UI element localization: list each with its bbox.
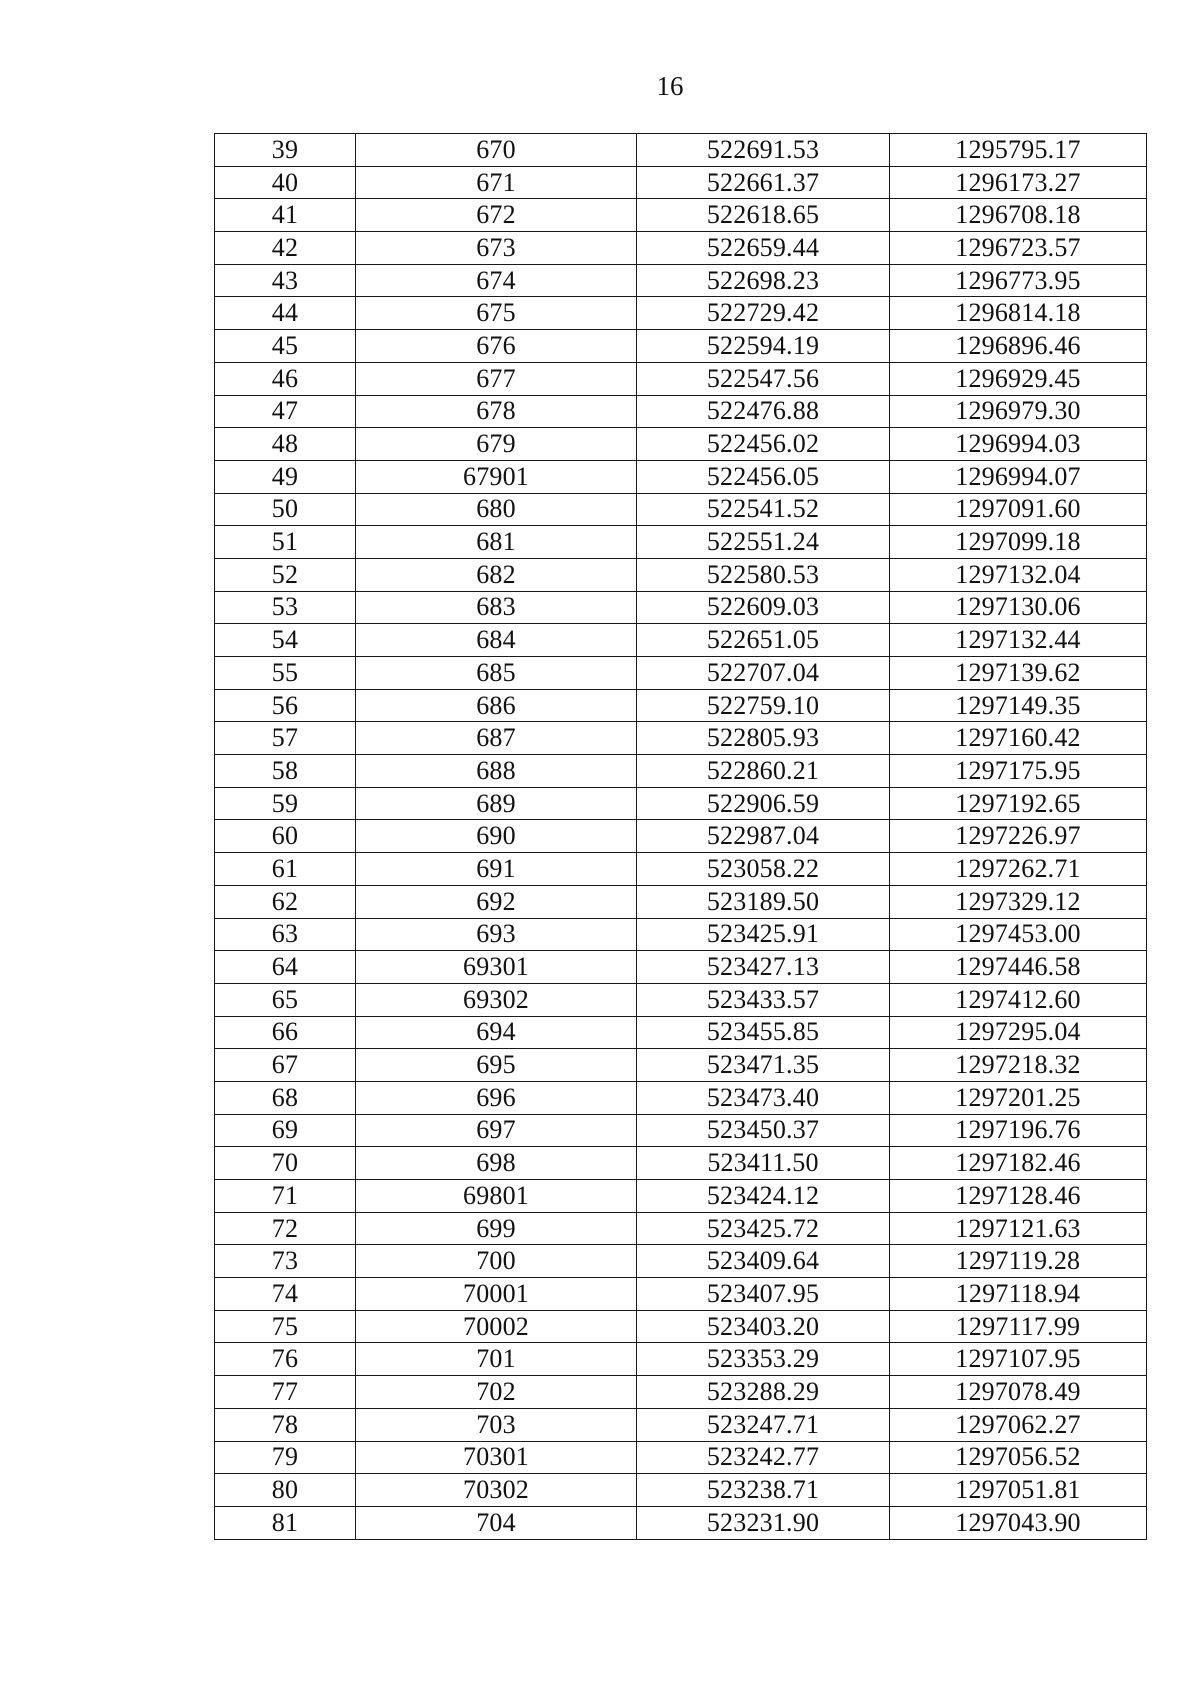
table-row xyxy=(215,1376,1147,1409)
row-index-cell: 48 xyxy=(215,428,356,461)
x-coordinate-cell: 523189.50 xyxy=(637,885,890,918)
x-coordinate-cell: 522456.05 xyxy=(637,460,890,493)
row-index-cell: 51 xyxy=(215,526,356,559)
y-coordinate-cell: 1297446.58 xyxy=(890,951,1147,984)
x-coordinate-cell: 522661.37 xyxy=(637,166,890,199)
point-id-cell: 672 xyxy=(356,199,637,232)
row-index-cell: 81 xyxy=(215,1506,356,1539)
x-coordinate-cell: 523058.22 xyxy=(637,853,890,886)
table-row xyxy=(215,558,1147,591)
point-id-cell: 690 xyxy=(356,820,637,853)
row-index-cell: 76 xyxy=(215,1343,356,1376)
row-index-cell: 63 xyxy=(215,918,356,951)
table-row xyxy=(215,1245,1147,1278)
row-index-cell: 54 xyxy=(215,624,356,657)
row-index-cell: 68 xyxy=(215,1081,356,1114)
table-row xyxy=(215,1049,1147,1082)
point-id-cell: 69301 xyxy=(356,951,637,984)
x-coordinate-cell: 522707.04 xyxy=(637,657,890,690)
table-row xyxy=(215,591,1147,624)
y-coordinate-cell: 1297132.04 xyxy=(890,558,1147,591)
point-id-cell: 684 xyxy=(356,624,637,657)
point-id-cell: 686 xyxy=(356,689,637,722)
row-index-cell: 80 xyxy=(215,1474,356,1507)
x-coordinate-cell: 522698.23 xyxy=(637,264,890,297)
point-id-cell: 692 xyxy=(356,885,637,918)
y-coordinate-cell: 1297139.62 xyxy=(890,657,1147,690)
coordinates-table xyxy=(214,133,1147,1540)
y-coordinate-cell: 1297295.04 xyxy=(890,1016,1147,1049)
table-row xyxy=(215,624,1147,657)
x-coordinate-cell: 522618.65 xyxy=(637,199,890,232)
y-coordinate-cell: 1297130.06 xyxy=(890,591,1147,624)
y-coordinate-cell: 1295795.17 xyxy=(890,134,1147,167)
point-id-cell: 683 xyxy=(356,591,637,624)
point-id-cell: 70002 xyxy=(356,1310,637,1343)
x-coordinate-cell: 523409.64 xyxy=(637,1245,890,1278)
x-coordinate-cell: 522987.04 xyxy=(637,820,890,853)
point-id-cell: 677 xyxy=(356,362,637,395)
page-number: 16 xyxy=(656,71,684,101)
table-row xyxy=(215,755,1147,788)
point-id-cell: 698 xyxy=(356,1147,637,1180)
table-row xyxy=(215,1081,1147,1114)
row-index-cell: 78 xyxy=(215,1408,356,1441)
row-index-cell: 61 xyxy=(215,853,356,886)
point-id-cell: 69302 xyxy=(356,983,637,1016)
x-coordinate-cell: 523473.40 xyxy=(637,1081,890,1114)
table-row xyxy=(215,1474,1147,1507)
row-index-cell: 74 xyxy=(215,1278,356,1311)
y-coordinate-cell: 1297149.35 xyxy=(890,689,1147,722)
x-coordinate-cell: 523353.29 xyxy=(637,1343,890,1376)
row-index-cell: 62 xyxy=(215,885,356,918)
row-index-cell: 39 xyxy=(215,134,356,167)
y-coordinate-cell: 1296814.18 xyxy=(890,297,1147,330)
table-row xyxy=(215,1180,1147,1213)
y-coordinate-cell: 1297118.94 xyxy=(890,1278,1147,1311)
table-row xyxy=(215,657,1147,690)
x-coordinate-cell: 523231.90 xyxy=(637,1506,890,1539)
y-coordinate-cell: 1297062.27 xyxy=(890,1408,1147,1441)
y-coordinate-cell: 1296773.95 xyxy=(890,264,1147,297)
table-row xyxy=(215,820,1147,853)
table-row xyxy=(215,1212,1147,1245)
row-index-cell: 47 xyxy=(215,395,356,428)
point-id-cell: 702 xyxy=(356,1376,637,1409)
y-coordinate-cell: 1296929.45 xyxy=(890,362,1147,395)
point-id-cell: 680 xyxy=(356,493,637,526)
row-index-cell: 55 xyxy=(215,657,356,690)
x-coordinate-cell: 522651.05 xyxy=(637,624,890,657)
point-id-cell: 70302 xyxy=(356,1474,637,1507)
x-coordinate-cell: 523242.77 xyxy=(637,1441,890,1474)
x-coordinate-cell: 522659.44 xyxy=(637,232,890,265)
row-index-cell: 45 xyxy=(215,330,356,363)
row-index-cell: 59 xyxy=(215,787,356,820)
y-coordinate-cell: 1297226.97 xyxy=(890,820,1147,853)
y-coordinate-cell: 1297218.32 xyxy=(890,1049,1147,1082)
point-id-cell: 671 xyxy=(356,166,637,199)
x-coordinate-cell: 523471.35 xyxy=(637,1049,890,1082)
y-coordinate-cell: 1297196.76 xyxy=(890,1114,1147,1147)
x-coordinate-cell: 522476.88 xyxy=(637,395,890,428)
x-coordinate-cell: 523238.71 xyxy=(637,1474,890,1507)
y-coordinate-cell: 1296896.46 xyxy=(890,330,1147,363)
y-coordinate-cell: 1297078.49 xyxy=(890,1376,1147,1409)
table-row xyxy=(215,493,1147,526)
table-row xyxy=(215,1310,1147,1343)
point-id-cell: 701 xyxy=(356,1343,637,1376)
table-row xyxy=(215,526,1147,559)
x-coordinate-cell: 523425.91 xyxy=(637,918,890,951)
y-coordinate-cell: 1297099.18 xyxy=(890,526,1147,559)
table-row xyxy=(215,1016,1147,1049)
x-coordinate-cell: 522691.53 xyxy=(637,134,890,167)
row-index-cell: 71 xyxy=(215,1180,356,1213)
y-coordinate-cell: 1297160.42 xyxy=(890,722,1147,755)
point-id-cell: 699 xyxy=(356,1212,637,1245)
point-id-cell: 682 xyxy=(356,558,637,591)
x-coordinate-cell: 523424.12 xyxy=(637,1180,890,1213)
table-row xyxy=(215,395,1147,428)
point-id-cell: 70001 xyxy=(356,1278,637,1311)
point-id-cell: 703 xyxy=(356,1408,637,1441)
y-coordinate-cell: 1297107.95 xyxy=(890,1343,1147,1376)
point-id-cell: 697 xyxy=(356,1114,637,1147)
table-row xyxy=(215,983,1147,1016)
row-index-cell: 44 xyxy=(215,297,356,330)
row-index-cell: 41 xyxy=(215,199,356,232)
point-id-cell: 693 xyxy=(356,918,637,951)
y-coordinate-cell: 1296994.03 xyxy=(890,428,1147,461)
y-coordinate-cell: 1296173.27 xyxy=(890,166,1147,199)
y-coordinate-cell: 1297175.95 xyxy=(890,755,1147,788)
point-id-cell: 681 xyxy=(356,526,637,559)
row-index-cell: 79 xyxy=(215,1441,356,1474)
table-row xyxy=(215,199,1147,232)
point-id-cell: 687 xyxy=(356,722,637,755)
y-coordinate-cell: 1296994.07 xyxy=(890,460,1147,493)
table-row xyxy=(215,264,1147,297)
table-row xyxy=(215,134,1147,167)
x-coordinate-cell: 522551.24 xyxy=(637,526,890,559)
row-index-cell: 40 xyxy=(215,166,356,199)
row-index-cell: 72 xyxy=(215,1212,356,1245)
x-coordinate-cell: 523455.85 xyxy=(637,1016,890,1049)
x-coordinate-cell: 522541.52 xyxy=(637,493,890,526)
row-index-cell: 56 xyxy=(215,689,356,722)
table-row xyxy=(215,1278,1147,1311)
point-id-cell: 691 xyxy=(356,853,637,886)
x-coordinate-cell: 523288.29 xyxy=(637,1376,890,1409)
x-coordinate-cell: 522860.21 xyxy=(637,755,890,788)
point-id-cell: 689 xyxy=(356,787,637,820)
point-id-cell: 674 xyxy=(356,264,637,297)
point-id-cell: 67901 xyxy=(356,460,637,493)
row-index-cell: 70 xyxy=(215,1147,356,1180)
row-index-cell: 77 xyxy=(215,1376,356,1409)
y-coordinate-cell: 1297201.25 xyxy=(890,1081,1147,1114)
y-coordinate-cell: 1297043.90 xyxy=(890,1506,1147,1539)
table-row xyxy=(215,297,1147,330)
x-coordinate-cell: 522594.19 xyxy=(637,330,890,363)
row-index-cell: 73 xyxy=(215,1245,356,1278)
y-coordinate-cell: 1296723.57 xyxy=(890,232,1147,265)
table-row xyxy=(215,362,1147,395)
x-coordinate-cell: 523427.13 xyxy=(637,951,890,984)
row-index-cell: 52 xyxy=(215,558,356,591)
table-row xyxy=(215,689,1147,722)
row-index-cell: 42 xyxy=(215,232,356,265)
table-row xyxy=(215,787,1147,820)
point-id-cell: 676 xyxy=(356,330,637,363)
row-index-cell: 57 xyxy=(215,722,356,755)
row-index-cell: 75 xyxy=(215,1310,356,1343)
point-id-cell: 670 xyxy=(356,134,637,167)
x-coordinate-cell: 522547.56 xyxy=(637,362,890,395)
table-row xyxy=(215,232,1147,265)
y-coordinate-cell: 1297262.71 xyxy=(890,853,1147,886)
x-coordinate-cell: 523425.72 xyxy=(637,1212,890,1245)
y-coordinate-cell: 1297182.46 xyxy=(890,1147,1147,1180)
y-coordinate-cell: 1297091.60 xyxy=(890,493,1147,526)
x-coordinate-cell: 523433.57 xyxy=(637,983,890,1016)
point-id-cell: 704 xyxy=(356,1506,637,1539)
row-index-cell: 50 xyxy=(215,493,356,526)
row-index-cell: 53 xyxy=(215,591,356,624)
point-id-cell: 70301 xyxy=(356,1441,637,1474)
table-row xyxy=(215,330,1147,363)
point-id-cell: 688 xyxy=(356,755,637,788)
point-id-cell: 673 xyxy=(356,232,637,265)
x-coordinate-cell: 523247.71 xyxy=(637,1408,890,1441)
y-coordinate-cell: 1297132.44 xyxy=(890,624,1147,657)
point-id-cell: 696 xyxy=(356,1081,637,1114)
point-id-cell: 700 xyxy=(356,1245,637,1278)
x-coordinate-cell: 522805.93 xyxy=(637,722,890,755)
x-coordinate-cell: 523450.37 xyxy=(637,1114,890,1147)
row-index-cell: 49 xyxy=(215,460,356,493)
row-index-cell: 64 xyxy=(215,951,356,984)
y-coordinate-cell: 1297119.28 xyxy=(890,1245,1147,1278)
x-coordinate-cell: 523411.50 xyxy=(637,1147,890,1180)
table-row xyxy=(215,951,1147,984)
table-row xyxy=(215,722,1147,755)
y-coordinate-cell: 1297121.63 xyxy=(890,1212,1147,1245)
row-index-cell: 46 xyxy=(215,362,356,395)
y-coordinate-cell: 1297117.99 xyxy=(890,1310,1147,1343)
y-coordinate-cell: 1297051.81 xyxy=(890,1474,1147,1507)
x-coordinate-cell: 523407.95 xyxy=(637,1278,890,1311)
table-row xyxy=(215,1114,1147,1147)
y-coordinate-cell: 1297453.00 xyxy=(890,918,1147,951)
point-id-cell: 694 xyxy=(356,1016,637,1049)
x-coordinate-cell: 522759.10 xyxy=(637,689,890,722)
row-index-cell: 43 xyxy=(215,264,356,297)
x-coordinate-cell: 522456.02 xyxy=(637,428,890,461)
table-row xyxy=(215,166,1147,199)
x-coordinate-cell: 522609.03 xyxy=(637,591,890,624)
table-row xyxy=(215,1408,1147,1441)
table-row xyxy=(215,885,1147,918)
x-coordinate-cell: 523403.20 xyxy=(637,1310,890,1343)
table-row xyxy=(215,428,1147,461)
y-coordinate-cell: 1297192.65 xyxy=(890,787,1147,820)
point-id-cell: 695 xyxy=(356,1049,637,1082)
table-row xyxy=(215,1506,1147,1539)
y-coordinate-cell: 1296708.18 xyxy=(890,199,1147,232)
point-id-cell: 678 xyxy=(356,395,637,428)
row-index-cell: 58 xyxy=(215,755,356,788)
table-row xyxy=(215,1343,1147,1376)
x-coordinate-cell: 522906.59 xyxy=(637,787,890,820)
row-index-cell: 67 xyxy=(215,1049,356,1082)
point-id-cell: 675 xyxy=(356,297,637,330)
y-coordinate-cell: 1297056.52 xyxy=(890,1441,1147,1474)
row-index-cell: 65 xyxy=(215,983,356,1016)
table-row xyxy=(215,853,1147,886)
row-index-cell: 66 xyxy=(215,1016,356,1049)
row-index-cell: 60 xyxy=(215,820,356,853)
coordinates-table-body xyxy=(215,134,1147,1540)
y-coordinate-cell: 1297329.12 xyxy=(890,885,1147,918)
y-coordinate-cell: 1297128.46 xyxy=(890,1180,1147,1213)
y-coordinate-cell: 1297412.60 xyxy=(890,983,1147,1016)
table-row xyxy=(215,1147,1147,1180)
table-row xyxy=(215,460,1147,493)
x-coordinate-cell: 522729.42 xyxy=(637,297,890,330)
point-id-cell: 685 xyxy=(356,657,637,690)
table-row xyxy=(215,1441,1147,1474)
point-id-cell: 69801 xyxy=(356,1180,637,1213)
x-coordinate-cell: 522580.53 xyxy=(637,558,890,591)
table-row xyxy=(215,918,1147,951)
y-coordinate-cell: 1296979.30 xyxy=(890,395,1147,428)
point-id-cell: 679 xyxy=(356,428,637,461)
row-index-cell: 69 xyxy=(215,1114,356,1147)
